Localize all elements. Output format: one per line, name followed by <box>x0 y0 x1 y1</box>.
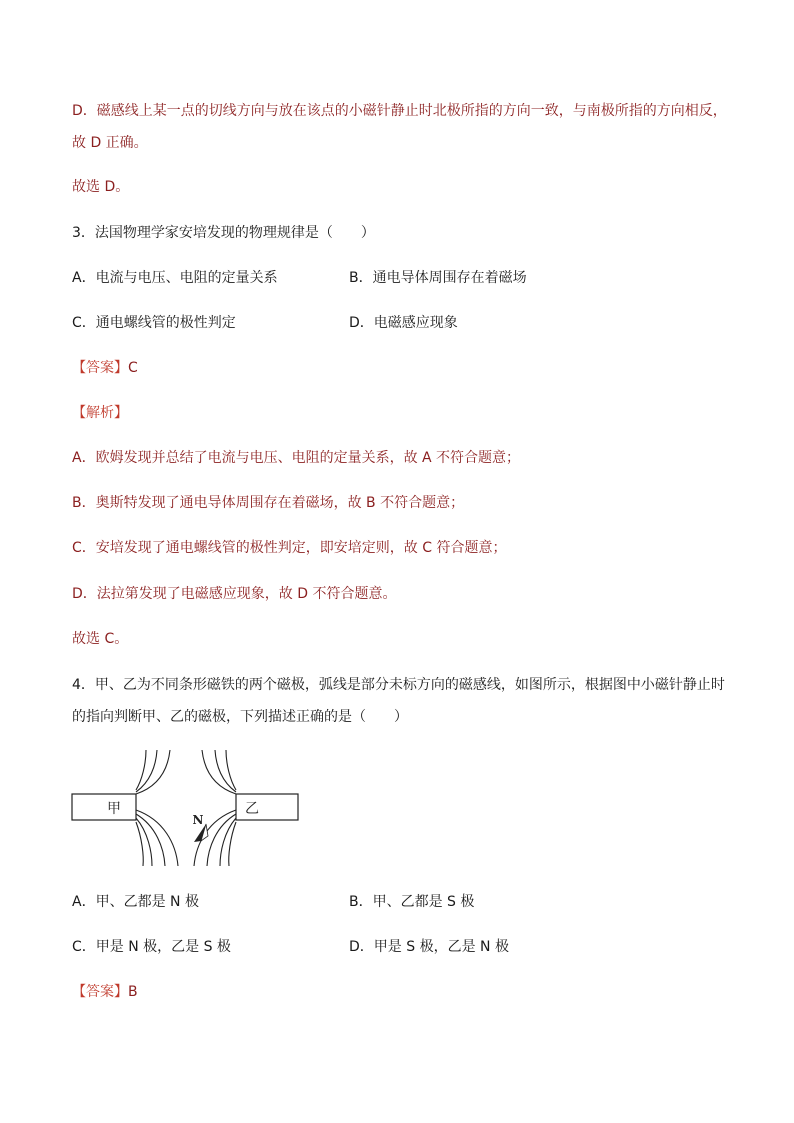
q3-stem: 3．法国物理学家安培发现的物理规律是（ ） <box>72 225 375 241</box>
magnet-left <box>72 794 136 820</box>
field-line-lower-6 <box>207 814 236 866</box>
q3-analysis-d: D．法拉第发现了电磁感应现象，故 D 不符合题意。 <box>72 586 397 602</box>
q3-conclusion: 故选 C。 <box>72 631 129 647</box>
q3-analysis-b: B．奥斯特发现了通电导体周围存在着磁场，故 B 不符合题意； <box>72 495 465 511</box>
field-line-lower-4 <box>136 822 143 866</box>
q3-option-a: A．电流与电压、电阻的定量关系 <box>72 270 278 286</box>
q2-analysis-d-line2: 故 D 正确。 <box>72 135 148 151</box>
q4-stem-line2: 的指向判断甲、乙的磁极，下列描述正确的是（ ） <box>72 709 408 725</box>
q4-answer-label: 【答案】 <box>72 984 128 1000</box>
q3-analysis-label: 【解析】 <box>72 405 128 421</box>
magnetic-field-figure <box>70 748 302 870</box>
q3-answer-label: 【答案】 <box>72 360 128 376</box>
field-line-upper-2 <box>136 750 157 792</box>
q4-option-b: B．甲、乙都是 S 极 <box>349 894 475 910</box>
q3-option-b: B．通电导体周围存在着磁场 <box>349 270 527 286</box>
field-lines <box>136 750 236 866</box>
q3-analysis-a: A．欧姆发现并总结了电流与电压、电阻的定量关系，故 A 不符合题意； <box>72 450 521 466</box>
q4-option-d: D．甲是 S 极，乙是 N 极 <box>349 939 509 955</box>
q4-answer-value: B <box>128 984 138 1000</box>
q4-option-c: C．甲是 N 极，乙是 S 极 <box>72 939 231 955</box>
q3-answer <box>72 358 138 378</box>
q3-answer-value: C <box>128 360 138 376</box>
magnet-left-label: 甲 <box>107 801 121 817</box>
magnet-right-label: 乙 <box>245 801 259 817</box>
q2-analysis-d-line1: D．磁感线上某一点的切线方向与放在该点的小磁针静止时北极所指的方向一致，与南极所指的方向相反， <box>72 103 727 119</box>
q4-stem-line1: 4．甲、乙为不同条形磁铁的两个磁极，弧线是部分未标方向的磁感线，如图所示，根据图中小磁针静止时 <box>72 677 725 693</box>
q3-option-c: C．通电螺线管的极性判定 <box>72 315 236 331</box>
needle-north-label: N <box>192 813 204 827</box>
q3-option-d: D．电磁感应现象 <box>349 315 458 331</box>
field-line-lower-8 <box>229 822 236 866</box>
q4-answer <box>72 982 138 1002</box>
q4-option-a: A．甲、乙都是 N 极 <box>72 894 199 910</box>
field-line-lower-2 <box>136 814 165 866</box>
field-line-upper-5 <box>215 750 236 792</box>
q3-analysis-c: C．安培发现了通电螺线管的极性判定，即安培定则，故 C 符合题意； <box>72 540 507 556</box>
q2-conclusion: 故选 D。 <box>72 179 130 195</box>
